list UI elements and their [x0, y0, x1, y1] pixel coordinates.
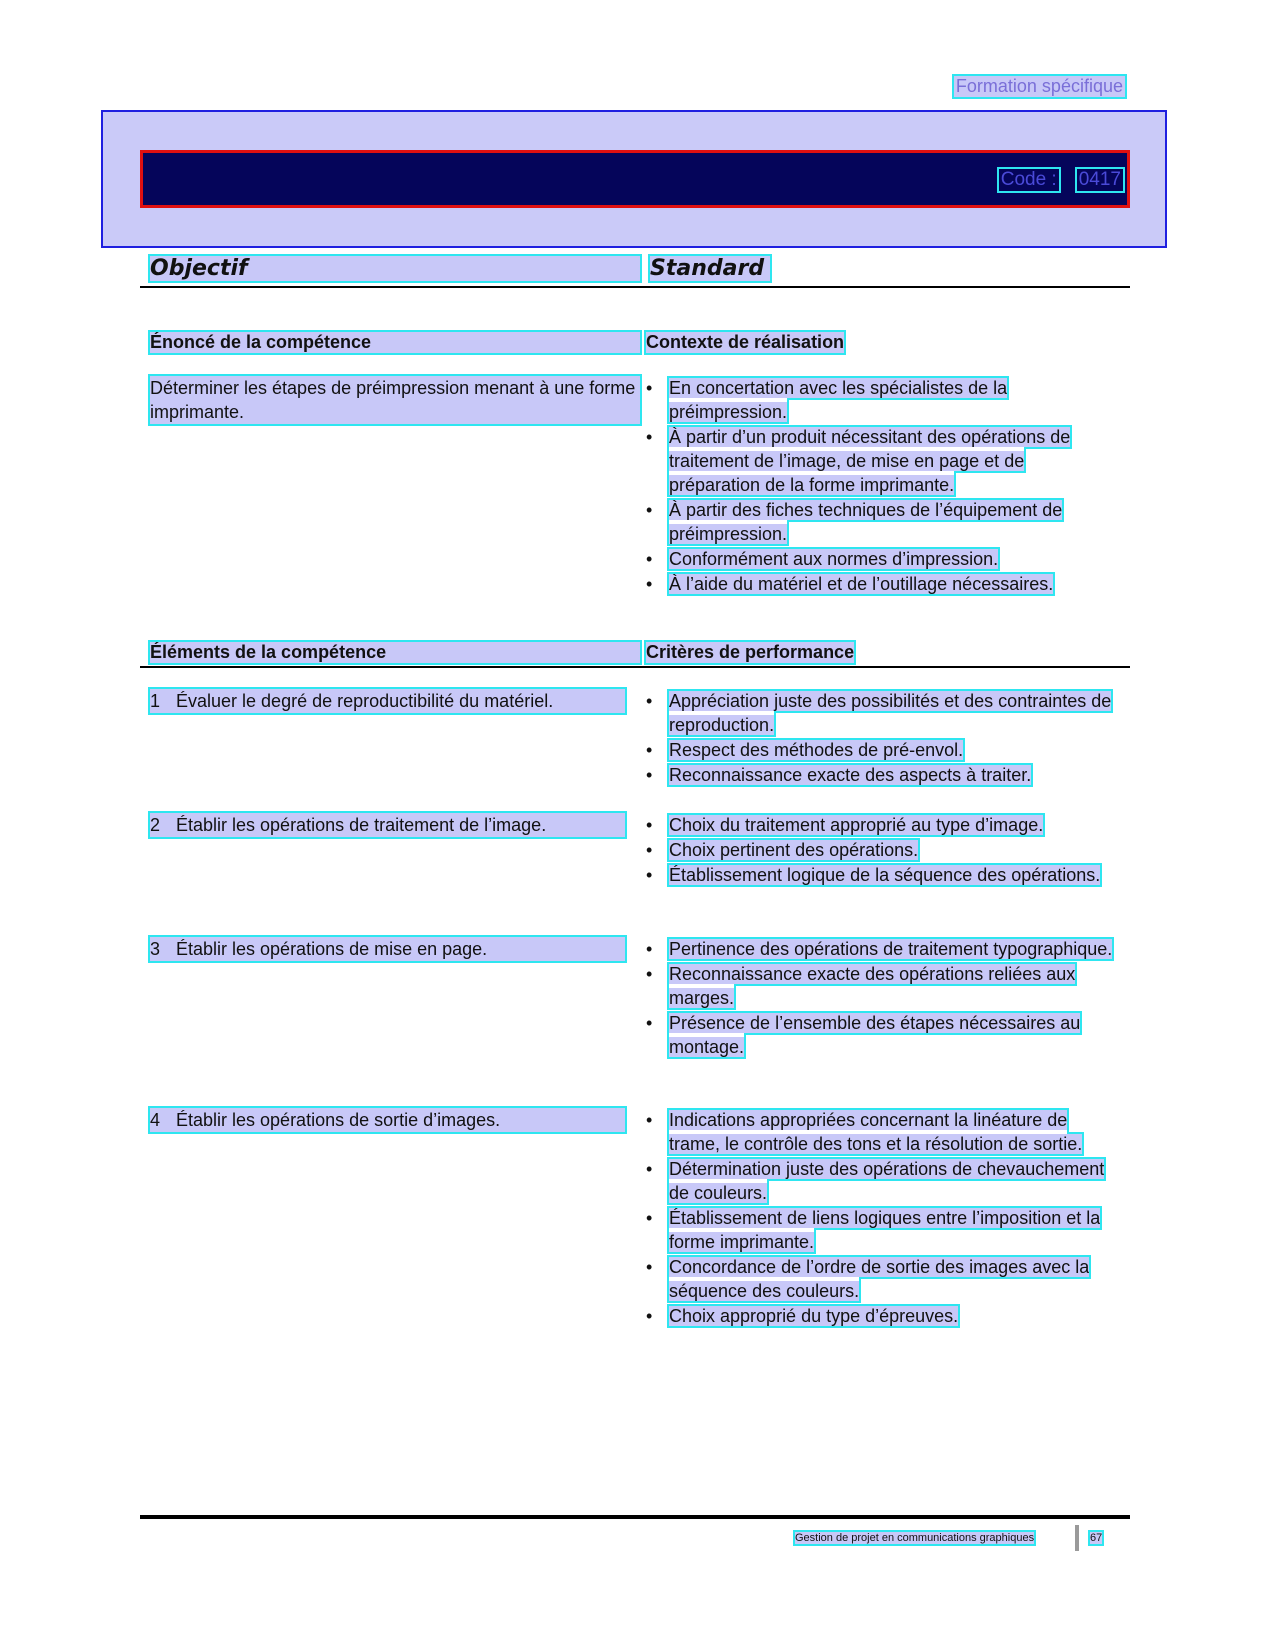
code-label: Code :	[1000, 169, 1057, 190]
competence-title: Énoncé de la compétence	[150, 332, 640, 353]
contexte-title: Contexte de réalisation	[646, 332, 845, 352]
element-2: 2 Établir les opérations de traitement de l’image.	[150, 813, 625, 837]
list-item: • Indications appropriées concernant la linéature de trame, le contrôle des tons et la résolution de sortie.	[646, 1108, 1116, 1156]
list-item: • Conformément aux normes d’impression.	[646, 547, 1116, 571]
list-item: • Choix pertinent des opérations.	[646, 838, 1116, 862]
criteria-list-2	[646, 813, 1116, 888]
list-item: • Détermination juste des opérations de chevauchement de couleurs.	[646, 1157, 1116, 1205]
heading-rule	[140, 286, 1130, 288]
criteres-title: Critères de performance	[646, 642, 855, 662]
list-item: • Choix du traitement approprié au type d’image.	[646, 813, 1116, 837]
footer-separator	[1075, 1525, 1079, 1551]
list-item: • À partir des fiches techniques de l’équipement de préimpression.	[646, 498, 1116, 546]
title-band	[140, 150, 1130, 208]
page-number: 67	[1090, 1532, 1103, 1544]
criteria-list-1	[646, 689, 1116, 788]
competence-statement: Déterminer les étapes de préimpression menant à une forme imprimante.	[150, 376, 640, 424]
footer-rule	[140, 1515, 1130, 1519]
element-1: 1 Évaluer le degré de reproductibilité du matériel.	[150, 689, 625, 713]
section-rule	[140, 666, 1130, 668]
list-item: • Reconnaissance exacte des aspects à traiter.	[646, 763, 1116, 787]
contexte-list	[646, 376, 1116, 597]
program-header: Formation spécifique	[955, 76, 1123, 96]
criteria-list-4	[646, 1108, 1116, 1329]
list-item: • Pertinence des opérations de traitement typographique.	[646, 937, 1116, 961]
list-item: • À l’aide du matériel et de l’outillage nécessaires.	[646, 572, 1116, 596]
code-field	[999, 169, 1123, 191]
footer-title: Gestion de projet en communications graphiques	[795, 1532, 1035, 1544]
list-item: • À partir d’un produit nécessitant des opérations de traitement de l’image, de mise en page et de préparation de la forme imprimante.	[646, 425, 1116, 497]
list-item: • En concertation avec les spécialistes de la préimpression.	[646, 376, 1116, 424]
code-value: 0417	[1078, 169, 1121, 190]
element-3: 3 Établir les opérations de mise en page.	[150, 937, 625, 961]
standard-heading: Standard	[650, 256, 770, 281]
list-item: • Appréciation juste des possibilités et des contraintes de reproduction.	[646, 689, 1116, 737]
list-item: • Concordance de l’ordre de sortie des images avec la séquence des couleurs.	[646, 1255, 1116, 1303]
elements-title: Éléments de la compétence	[150, 642, 640, 663]
objectif-heading: Objectif	[150, 256, 640, 281]
list-item: • Établissement de liens logiques entre l’imposition et la forme imprimante.	[646, 1206, 1116, 1254]
criteria-list-3	[646, 937, 1116, 1060]
list-item: • Établissement logique de la séquence des opérations.	[646, 863, 1116, 887]
element-4: 4 Établir les opérations de sortie d’images.	[150, 1108, 625, 1132]
list-item: • Choix approprié du type d’épreuves.	[646, 1304, 1116, 1328]
list-item: • Respect des méthodes de pré-envol.	[646, 738, 1116, 762]
list-item: • Reconnaissance exacte des opérations reliées aux marges.	[646, 962, 1116, 1010]
list-item: • Présence de l’ensemble des étapes nécessaires au montage.	[646, 1011, 1116, 1059]
